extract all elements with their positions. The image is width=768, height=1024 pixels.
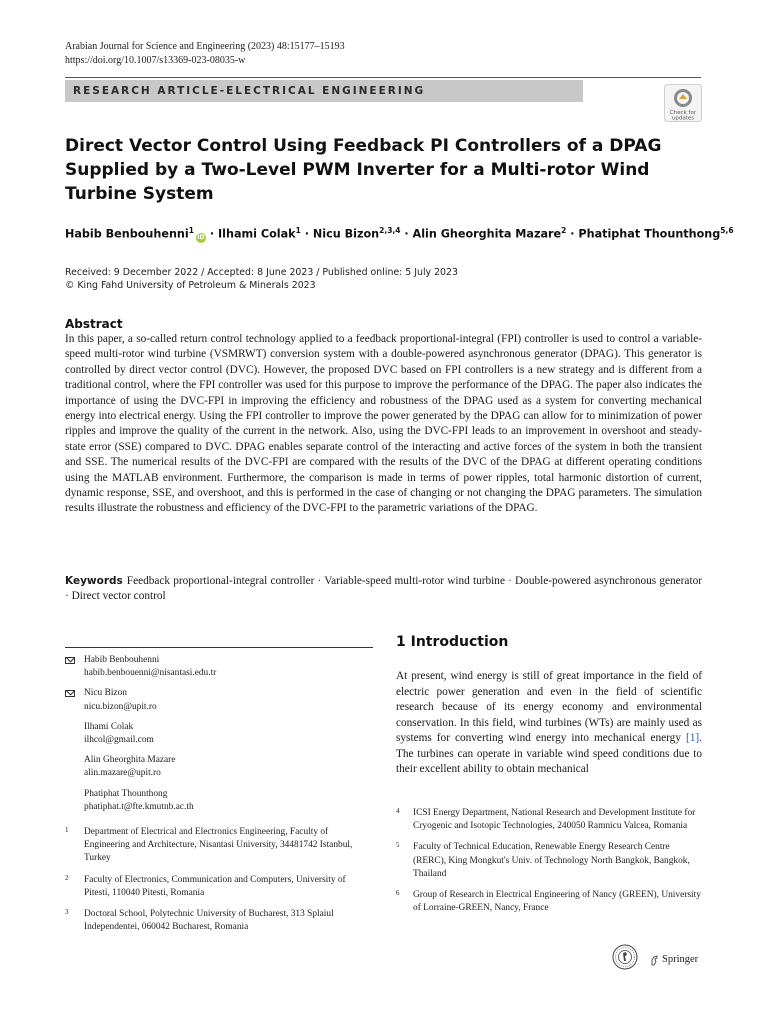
springer-seal-icon [612, 944, 638, 970]
doi-link[interactable]: https://doi.org/10.1007/s13369-023-08035-w [65, 55, 246, 66]
affiliation-number: 3 [65, 908, 69, 917]
contact-email[interactable]: phatiphat.t@fte.kmutnb.ac.th [84, 801, 194, 812]
keywords-text: Feedback proportional-integral controller · Variable-speed multi-rotor wind turbine · Double-powered asynchronous generator · Direct vector control [65, 575, 702, 603]
affiliation-item [396, 807, 702, 833]
check-updates-text-2: updates [671, 115, 695, 122]
contact-email[interactable]: ilhcol@gmail.com [84, 735, 154, 746]
envelope-icon [65, 657, 75, 664]
correspondence-block [65, 654, 373, 942]
author-affil-sup: 2,3,4 [379, 226, 401, 235]
article-type-label: RESEARCH ARTICLE-ELECTRICAL ENGINEERING [73, 85, 426, 97]
article-type-banner [65, 80, 583, 102]
abstract-heading: Abstract [65, 317, 123, 331]
affiliation-text: Faculty of Technical Education, Renewable Energy Research Centre (RERC), King Mongkut's Univ. of Technology North Bangkok, Bangkok, Thailand [413, 842, 690, 879]
check-for-updates-icon [664, 84, 702, 122]
footnote-rule [65, 647, 373, 648]
affiliation-text: Group of Research in Electrical Engineering of Nancy (GREEN), University of Lorraine-GREEN, Nancy, France [413, 890, 701, 914]
envelope-icon [65, 690, 75, 697]
author-name[interactable]: Phatiphat Thounthong [578, 227, 721, 241]
contact-email[interactable]: habib.benbouenni@nisantasi.edu.tr [84, 668, 217, 679]
affiliation-number: 4 [396, 807, 400, 815]
contact-entry [65, 788, 373, 814]
keywords-block [65, 574, 702, 605]
abstract-text: In this paper, a so-called return control technology applied to a feedback proportional-integral (FPI) controller is used to control a variable-speed multi-rotor wind turbine (VSMRWT) conversion system with a double-powered asynchronous generator (DPAG). This generator is controlled by direct vector control (DVC). However, the proposed DVC based on FPI controllers is a new strategy and is different from a traditional control, where the FPI controller was used for this purpose to improve the performance of the DPAG. The paper also indicates the importance of using the DVC-FPI in improving the efficiency and robustness of the DPAG used as a system for converting mechanical energy into electrical energy. Using the FPI controller to improve the power generated by the DPAG can allow for to minimization of power ripples and improve the quality of the current in the network. Also, using the DVC-FPI leads to an improvement in overshoot and steady-state error (SSE) compared to DVC. DPAG enables separate control of the interacting and active forces of the system in both the transient and SSE. The numerical results of the DVC-FPI are compared with the results of the DVC of the DPAG at different operating conditions using the MATLAB environment. Furthermore, the comparison is made in terms of power ripples, total harmonic distortion of current, dynamic response, SSE, and overshoot, and this is performed in the case of changing or not changing the DPAG parameters. The simulation results illustrate the robustness and efficiency of the DVC-FPI to the parametric variations of the DPAG. [65, 333, 702, 515]
affiliation-number: 2 [65, 873, 69, 882]
author-affil-sup: 1 [295, 226, 301, 235]
affiliation-item [65, 908, 373, 934]
author-separator: · [404, 227, 409, 241]
contact-name: Phatiphat Thounthong [84, 788, 168, 799]
affiliation-text: Department of Electrical and Electronics Engineering, Faculty of Engineering and Architecture, Nisantasi University, 34481742 Istanbul, Turkey [84, 827, 353, 864]
contact-email[interactable]: alin.mazare@upit.ro [84, 768, 161, 779]
author-affil-sup: 2 [561, 226, 567, 235]
contact-entry [65, 754, 373, 780]
author-name[interactable]: Habib Benbouhenni [65, 227, 189, 241]
author-name[interactable]: Alin Gheorghita Mazare [412, 227, 562, 241]
check-for-updates-badge[interactable] [664, 84, 702, 122]
publisher-name: Springer [662, 954, 699, 965]
author-name[interactable]: Ilhami Colak [218, 227, 296, 241]
affiliation-text: Faculty of Electronics, Communication and Computers, University of Pitesti, 110040 Pitesti, Romania [84, 874, 346, 898]
affiliation-number: 1 [65, 826, 69, 835]
introduction-heading: 1 Introduction [396, 634, 509, 650]
check-updates-text-1: Check for [669, 110, 697, 116]
affiliation-text: ICSI Energy Department, National Research and Development Institute for Cryogenic and Isotopic Technologies, 240050 Ramnicu Valcea, Romania [413, 808, 696, 832]
author-separator: · [209, 227, 215, 241]
affiliation-number: 5 [396, 841, 400, 850]
header-rule [65, 77, 701, 78]
affiliation-item [65, 826, 373, 866]
article-title: Direct Vector Control Using Feedback PI Controllers of a DPAG Supplied by a Two-Level PWM Inverter for a Multi-rotor Wind Turbine System [65, 136, 662, 204]
contact-email[interactable]: nicu.bizon@upit.ro [84, 701, 157, 712]
affiliation-item [396, 841, 702, 881]
journal-citation [65, 40, 345, 68]
copyright-line: © King Fahd University of Petroleum & Minerals 2023 [65, 280, 316, 291]
orcid-icon[interactable]: iD [197, 233, 205, 241]
introduction-text [396, 669, 702, 778]
publication-dates [65, 266, 458, 292]
contact-entry [65, 687, 373, 713]
intro-text-part2: . The turbines can operate in variable wind speed conditions due to their excellent ability to obtain mechanical [396, 732, 702, 775]
author-affil-sup: 5,6 [720, 226, 734, 235]
affiliation-item [65, 874, 373, 900]
springer-horse-icon [649, 955, 660, 966]
contact-entry [65, 721, 373, 747]
author-separator: · [304, 227, 309, 241]
contact-name: Alin Gheorghita Mazare [84, 755, 176, 766]
affiliations-right [396, 807, 702, 923]
affiliation-number: 6 [396, 889, 400, 898]
intro-text-part1: At present, wind energy is still of great importance in the field of electric power generation and even in the field of scientific research because of its energy economy and environmental conservation. In this field, wind turbines (WTs) are mainly used as systems for converting wind energy into mechanical energy [396, 670, 702, 744]
author-name[interactable]: Nicu Bizon [312, 227, 380, 241]
citation-link[interactable]: [1] [685, 732, 700, 744]
contact-name: Habib Benbouhenni [84, 655, 160, 665]
affiliation-item [396, 889, 702, 915]
history-dates: Received: 9 December 2022 / Accepted: 8 June 2023 / Published online: 5 July 2023 [65, 267, 458, 278]
affiliation-text: Doctoral School, Polytechnic University of Bucharest, 313 Splaiul Independentei, 060042 Bucharest, Romania [84, 909, 334, 933]
author-separator: · [570, 227, 575, 241]
publisher-logo [612, 944, 704, 972]
keywords-label: Keywords [65, 575, 123, 587]
contact-entry [65, 654, 373, 680]
contact-name: Ilhami Colak [84, 721, 134, 732]
journal-name: Arabian Journal for Science and Engineering (2023) 48:15177–15193 [65, 41, 345, 52]
author-list [65, 226, 734, 243]
contact-name: Nicu Bizon [84, 688, 127, 699]
author-affil-sup: 1 [188, 226, 194, 235]
